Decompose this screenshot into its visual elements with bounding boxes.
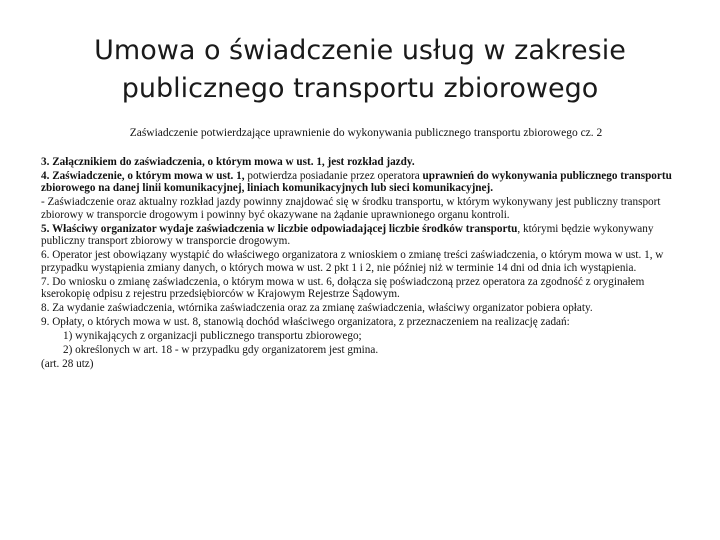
document-body bbox=[41, 156, 681, 372]
paragraph-dash: - Zaświadczenie oraz aktualny rozkład jazdy powinny znajdować się w środku transportu, w którym wykonywany jest publiczny transport zbiorowy w transporcie drogowym i powinny być okazywane na żądanie uprawnionego organu kontroli. bbox=[41, 196, 661, 221]
paragraph-7: 7. Do wniosku o zmianę zaświadczenia, o którym mowa w ust. 6, dołącza się poświadczoną przez operatora za zgodność z oryginałem kserokopię odpisu z rejestru przedsiębiorców w Krajowym Rejestrze Sądowym. bbox=[41, 275, 645, 301]
paragraph-3: 3. Załącznikiem do zaświadczenia, o którym mowa w ust. 1, jest rozkład jazdy. bbox=[41, 156, 415, 168]
paragraph-4-text: potwierdza posiadanie przez operatora bbox=[244, 170, 423, 182]
paragraph-4-bold: 4. Zaświadczenie, o którym mowa w ust. 1, bbox=[41, 170, 245, 182]
list-item: 1) wynikających z organizacji publicznego transportu zbiorowego; bbox=[63, 330, 362, 343]
legal-reference: (art. 28 utz) bbox=[41, 358, 94, 371]
paragraph-5 bbox=[41, 223, 681, 248]
page-title bbox=[40, 32, 680, 108]
paragraph-4-bold-2: uprawnień do wykonywania publicznego transportu zbiorowego na danej linii komunikacyjnej, liniach komunikacyjnych lub sieci komunikacyjnej. bbox=[41, 170, 672, 195]
paragraph-8: 8. Za wydanie zaświadczenia, wtórnika zaświadczenia oraz za zmianę zaświadczenia, właściwy organizator pobiera opłaty. bbox=[41, 302, 593, 315]
title-line: publicznego transportu zbiorowego bbox=[121, 73, 599, 104]
paragraph-5-bold: 5. Właściwy organizator wydaje zaświadczenia w liczbie odpowiadającej liczbie środków transportu bbox=[41, 222, 518, 235]
list-item: 2) określonych w art. 18 - w przypadku gdy organizatorem jest gmina. bbox=[63, 344, 379, 357]
subtitle: Zaświadczenie potwierdzające uprawnienie do wykonywania publicznego transportu zbiorowego cz. 2 bbox=[129, 127, 603, 139]
paragraph-6: 6. Operator jest obowiązany wystąpić do właściwego organizatora z wnioskiem o zmianę treści zaświadczenia, o którym mowa w ust. 1, w przypadku wystąpienia zmiany danych, o których mowa w ust. 2 pkt 1 i 2, nie później niż w terminie 14 dni od dnia ich wystąpienia. bbox=[41, 249, 664, 274]
title-line: Umowa o świadczenie usług w zakresie bbox=[94, 35, 626, 66]
paragraph-4 bbox=[41, 170, 681, 195]
paragraph-5-text: , którymi będzie wykonywany publiczny transport zbiorowy w transporcie drogowym. bbox=[41, 222, 654, 248]
paragraph-9: 9. Opłaty, o których mowa w ust. 8, stanowią dochód właściwego organizatora, z przeznaczeniem na realizację zadań: bbox=[41, 316, 570, 329]
